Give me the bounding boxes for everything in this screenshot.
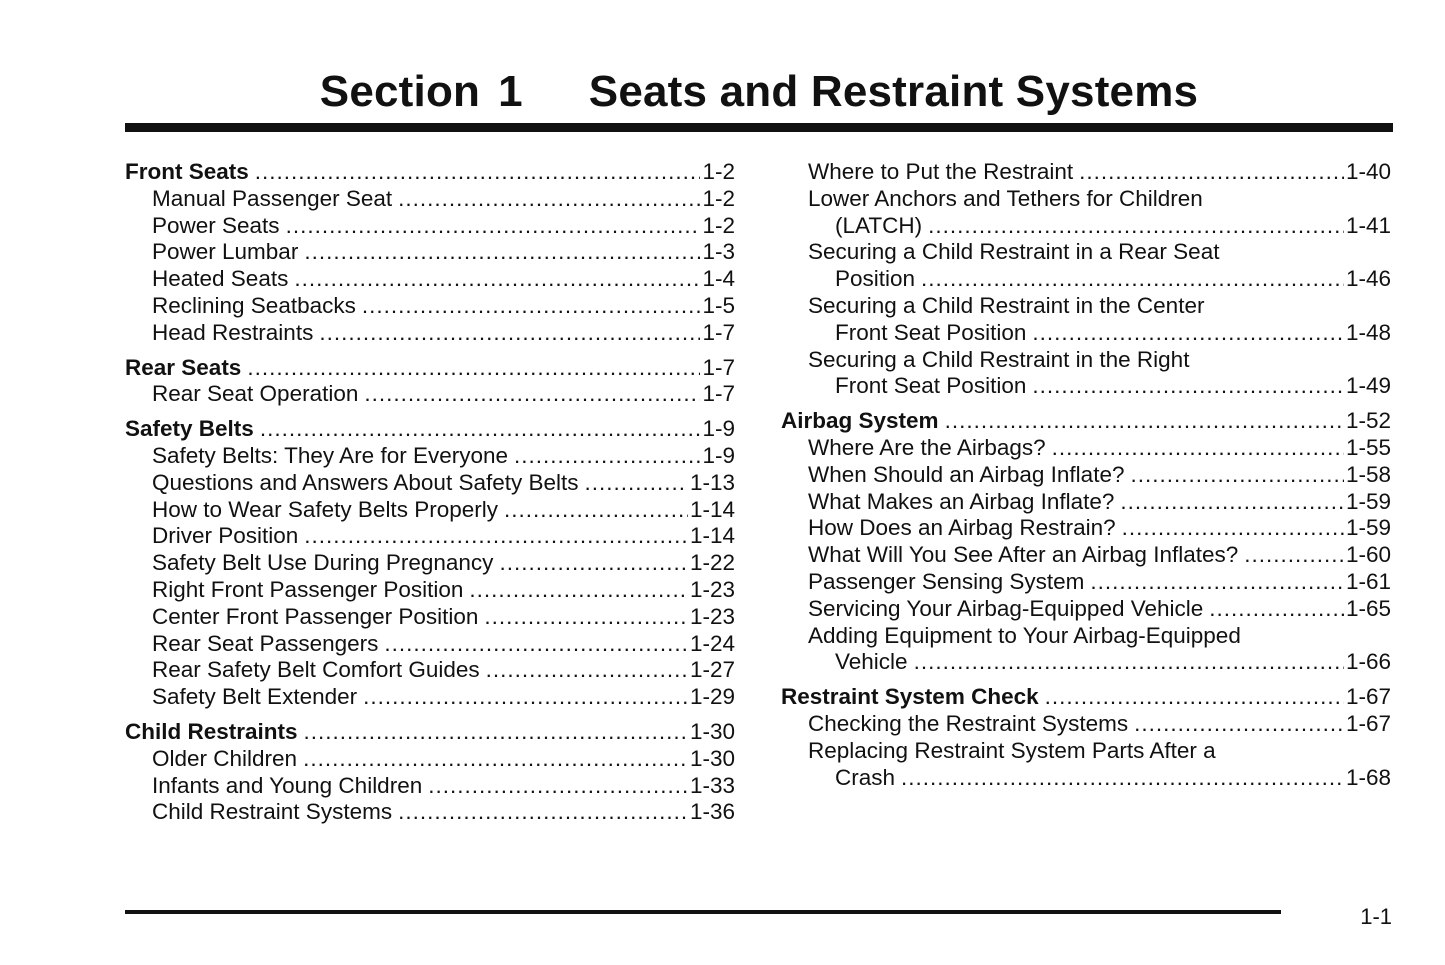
toc-entry-page: 1-68 [1345,764,1391,790]
page-number: 1-1 [1360,904,1392,929]
dot-leader [1090,569,1344,596]
toc-entry-adding-equipment-to-your-airbag-equipped[interactable] [781,623,1391,677]
toc-entry-page: 1-14 [689,496,735,522]
dot-leader [1032,320,1344,347]
toc-entry-label: Safety Belt Extender [152,684,358,710]
toc-entry-page: 1-65 [1345,595,1391,621]
toc-entry-page: 1-3 [702,239,735,265]
toc-entry-questions-and-answers-about-safety-belts[interactable] [125,470,735,497]
dot-leader [363,684,688,711]
dot-leader [428,773,688,800]
dot-leader [304,239,700,266]
dot-leader [1134,711,1344,738]
toc-entry-label: Securing a Child Restraint in a Rear Seat [808,239,1220,265]
toc-entry-page: 1-14 [689,523,735,549]
toc-entry-safety-belts-they-are-for-everyone[interactable] [125,443,735,470]
toc-entry-label: Servicing Your Airbag-Equipped Vehicle [808,595,1204,621]
dot-leader [914,649,1344,676]
toc-section-restraint-system-check[interactable] [781,684,1391,711]
toc-entry-label: Securing a Child Restraint in the Right [808,346,1190,372]
dot-leader [1045,684,1344,711]
toc-entry-label: Rear Seat Passengers [152,630,379,656]
toc-entry-label: Child Restraint Systems [152,799,393,825]
toc-section-rear-seats[interactable] [125,355,735,382]
toc-entry-label: Restraint System Check [781,684,1039,710]
dot-leader [585,470,688,497]
toc-entry-securing-a-child-restraint-in-a-rear-seat[interactable] [781,239,1391,293]
toc-entry-label: Right Front Passenger Position [152,576,464,602]
dot-leader [304,719,688,746]
toc-entry-heated-seats[interactable] [125,266,735,293]
toc-entry-label: Adding Equipment to Your Airbag-Equipped [808,622,1241,648]
toc-entry-label: Power Seats [152,212,280,238]
dot-leader [1052,435,1344,462]
toc-entry-what-makes-an-airbag-inflate[interactable] [781,489,1391,516]
toc-entry-label: Safety Belts [125,416,254,442]
toc-entry-power-seats[interactable] [125,213,735,240]
dot-leader [364,381,700,408]
dot-leader [499,550,688,577]
toc-entry-safety-belt-use-during-pregnancy[interactable] [125,550,735,577]
dot-leader [294,266,700,293]
toc-entry-page: 1-58 [1345,461,1391,487]
toc-entry-page: 1-55 [1345,434,1391,460]
toc-entry-passenger-sensing-system[interactable] [781,569,1391,596]
toc-entry-where-to-put-the-restraint[interactable] [781,159,1391,186]
toc-entry-continuation [781,320,1391,347]
toc-section-safety-belts[interactable] [125,416,735,443]
dot-leader [1120,489,1344,516]
toc-entry-page: 1-59 [1345,515,1391,541]
toc-entry-label: Where Are the Airbags? [808,434,1046,460]
toc-entry-driver-position[interactable] [125,523,735,550]
toc-entry-replacing-restraint-system-parts-after-a[interactable] [781,738,1391,792]
toc-entry-label: Rear Seat Operation [152,381,359,407]
toc-entry-infants-and-young-children[interactable] [125,773,735,800]
toc-entry-page: 1-48 [1345,319,1391,345]
toc-entry-label: Driver Position [152,523,299,549]
toc-entry-page: 1-27 [689,657,735,683]
toc-entry-power-lumbar[interactable] [125,239,735,266]
toc-entry-reclining-seatbacks[interactable] [125,293,735,320]
toc-entry-label: Child Restraints [125,718,298,744]
toc-entry-securing-a-child-restraint-in-the-right[interactable] [781,347,1391,401]
toc-entry-label: Front Seat Position [835,373,1027,399]
dot-leader [1122,515,1344,542]
toc-entry-page: 1-2 [702,212,735,238]
toc-entry-page: 1-4 [702,266,735,292]
toc-entry-label: How to Wear Safety Belts Properly [152,496,498,522]
dot-leader [398,186,700,213]
toc-entry-label: Passenger Sensing System [808,568,1085,594]
toc-entry-page: 1-9 [702,416,735,442]
toc-entry-label: Power Lumbar [152,239,299,265]
toc-entry-page: 1-49 [1345,373,1391,399]
toc-entry-label: Center Front Passenger Position [152,603,479,629]
toc-entry-label: Safety Belts: They Are for Everyone [152,442,509,468]
toc-entry-label: Front Seats [125,159,249,184]
section-label: Section [319,67,481,116]
toc-entry-page: 1-33 [689,772,735,798]
bottom-rule [125,910,1281,914]
toc-entry-page: 1-67 [1345,684,1391,710]
toc-entry-label: Head Restraints [152,319,314,345]
toc-section-front-seats[interactable] [125,159,735,186]
dot-leader [921,266,1344,293]
toc-entry-label: Rear Safety Belt Comfort Guides [152,657,480,683]
toc-entry-rear-seat-operation[interactable] [125,381,735,408]
toc-entry-page: 1-41 [1345,212,1391,238]
toc-entry-continuation [781,373,1391,400]
toc-entry-rear-seat-passengers[interactable] [125,631,735,658]
dot-leader [303,746,688,773]
toc-entry-page: 1-22 [689,550,735,576]
toc-entry-label: Position [835,266,916,292]
toc-entry-where-are-the-airbags[interactable] [781,435,1391,462]
toc-entry-page: 1-7 [702,381,735,407]
toc-entry-label: Front Seat Position [835,319,1027,345]
dot-leader [1209,596,1344,623]
dot-leader [362,293,701,320]
dot-leader [484,604,688,631]
toc-entry-older-children[interactable] [125,746,735,773]
toc-entry-label: Rear Seats [125,354,242,380]
toc-entry-label: Crash [835,764,896,790]
toc-entry-page: 1-36 [689,799,735,825]
dot-leader [504,497,688,524]
section-heading: Seats and Restraint Systems [588,67,1199,116]
toc-entry-label: Older Children [152,745,298,771]
toc-left-column [125,159,735,826]
toc-entry-right-front-passenger-position[interactable] [125,577,735,604]
toc-entry-continuation [781,213,1391,240]
toc-entry-lower-anchors-and-tethers-for-children[interactable] [781,186,1391,240]
toc-entry-continuation [781,765,1391,792]
toc-entry-label: (LATCH) [835,212,923,238]
toc-entry-page: 1-13 [689,469,735,495]
toc-entry-label: Infants and Young Children [152,772,423,798]
toc-entry-page: 1-52 [1345,408,1391,434]
dot-leader [398,799,688,826]
toc-entry-label: Checking the Restraint Systems [808,710,1129,736]
toc-entry-page: 1-7 [702,354,735,380]
toc-entry-how-does-an-airbag-restrain[interactable] [781,515,1391,542]
toc-entry-page: 1-61 [1345,568,1391,594]
dot-leader [928,213,1344,240]
toc-entry-rear-safety-belt-comfort-guides[interactable] [125,657,735,684]
section-title [125,62,1393,122]
toc-entry-head-restraints[interactable] [125,320,735,347]
toc-entry-page: 1-23 [689,576,735,602]
dot-leader [384,631,688,658]
toc-entry-label: Lower Anchors and Tethers for Children [808,185,1203,211]
toc-entry-page: 1-7 [702,319,735,345]
toc-section-child-restraints[interactable] [125,719,735,746]
dot-leader [486,657,688,684]
toc-entry-page: 1-46 [1345,266,1391,292]
toc-entry-when-should-an-airbag-inflate[interactable] [781,462,1391,489]
toc-entry-servicing-your-airbag-equipped-vehicle[interactable] [781,596,1391,623]
toc-entry-label: What Will You See After an Airbag Inflates? [808,542,1239,568]
toc-entry-label: When Should an Airbag Inflate? [808,461,1125,487]
toc-entry-continuation [781,266,1391,293]
toc-entry-label: Heated Seats [152,266,289,292]
toc-entry-label: What Makes an Airbag Inflate? [808,488,1115,514]
dot-leader [247,355,700,382]
toc-entry-label: Replacing Restraint System Parts After a [808,737,1216,763]
toc-entry-page: 1-59 [1345,488,1391,514]
dot-leader [514,443,700,470]
toc-entry-page: 1-24 [689,630,735,656]
toc-entry-page: 1-23 [689,603,735,629]
toc-entry-page: 1-66 [1345,649,1391,675]
dot-leader [1079,159,1344,186]
toc-entry-continuation [781,649,1391,676]
toc-entry-page: 1-67 [1345,710,1391,736]
toc-entry-center-front-passenger-position[interactable] [125,604,735,631]
toc-entry-securing-a-child-restraint-in-the-center[interactable] [781,293,1391,347]
dot-leader [255,159,701,186]
toc-entry-page: 1-30 [689,745,735,771]
dot-leader [1130,462,1343,489]
toc-entry-how-to-wear-safety-belts-properly[interactable] [125,497,735,524]
toc-entry-page: 1-5 [702,292,735,318]
dot-leader [469,577,688,604]
toc-entry-page: 1-29 [689,684,735,710]
toc-entry-label: How Does an Airbag Restrain? [808,515,1116,541]
dot-leader [901,765,1344,792]
toc-entry-label: Vehicle [835,649,908,675]
dot-leader [260,416,701,443]
toc-entry-label: Securing a Child Restraint in the Center [808,292,1205,318]
dot-leader [1032,373,1344,400]
toc-entry-page: 1-40 [1345,159,1391,184]
dot-leader [304,523,688,550]
toc-entry-label: Questions and Answers About Safety Belts [152,469,579,495]
top-rule [125,123,1393,132]
toc-entry-manual-passenger-seat[interactable] [125,186,735,213]
dot-leader [286,213,701,240]
toc-entry-page: 1-9 [702,442,735,468]
toc-entry-child-restraint-systems[interactable] [125,799,735,826]
toc-entry-label: Reclining Seatbacks [152,292,356,318]
toc-entry-label: Where to Put the Restraint [808,159,1074,184]
dot-leader [1244,542,1344,569]
toc-entry-page: 1-2 [702,185,735,211]
toc-entry-page: 1-30 [689,718,735,744]
toc-right-column [781,159,1391,791]
toc-entry-label: Airbag System [781,408,939,434]
toc-entry-label: Manual Passenger Seat [152,185,393,211]
toc-entry-page: 1-60 [1345,542,1391,568]
toc-entry-checking-the-restraint-systems[interactable] [781,711,1391,738]
toc-entry-what-will-you-see-after-an-airbag-inflates[interactable] [781,542,1391,569]
dot-leader [945,408,1344,435]
dot-leader [319,320,700,347]
toc-entry-label: Safety Belt Use During Pregnancy [152,550,494,576]
toc-entry-page: 1-2 [702,159,735,184]
toc-entry-safety-belt-extender[interactable] [125,684,735,711]
toc-section-airbag-system[interactable] [781,408,1391,435]
section-number: 1 [498,67,523,116]
